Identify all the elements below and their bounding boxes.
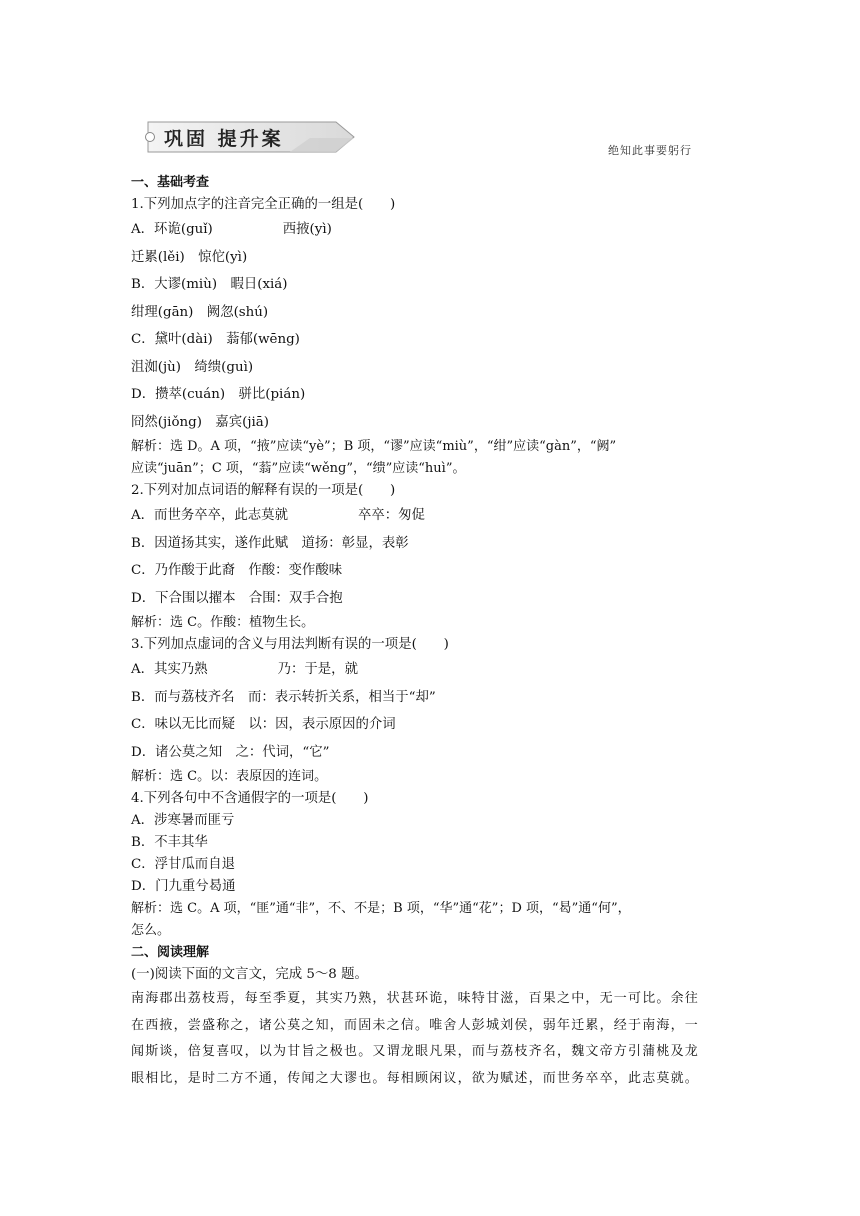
option-line bbox=[131, 711, 731, 739]
passage-line-text: 南海郡出荔枝焉，每至季夏，其实乃熟，状甚环诡，味特甘滋，百果之中，无一可比。余往 bbox=[131, 991, 700, 1006]
answer-analysis-text: 解析：选 C。以：表原因的连词。 bbox=[131, 769, 328, 784]
option-line bbox=[131, 244, 731, 272]
document-body bbox=[131, 172, 731, 1092]
option-line bbox=[131, 299, 731, 327]
option-line bbox=[131, 381, 731, 409]
option-line bbox=[131, 326, 731, 354]
answer-analysis-text: 解析：选 C。作酸：植物生长。 bbox=[131, 615, 315, 630]
banner bbox=[140, 118, 360, 154]
option-line-text: A．环诡(guǐ) bbox=[131, 222, 213, 237]
section-heading-text: 二、阅读理解 bbox=[131, 945, 210, 960]
option-line-note: 卒卒：匆促 bbox=[357, 508, 425, 523]
option-line bbox=[131, 409, 731, 437]
passage-line-text: 眼相比，是时二方不通，传闻之大谬也。每相顾闲议，欲为赋述，而世务卒卒，此志莫就。 bbox=[131, 1070, 700, 1086]
option-line-text: D．攒萃(cuán) 骈比(pián) bbox=[131, 387, 306, 402]
option-line-text: D．诸公莫之知 之：代词，“它” bbox=[131, 744, 330, 760]
option-line-text: D．下合围以擢本 合围：双手合抱 bbox=[131, 590, 343, 606]
option-line-text: A．而世务卒卒，此志莫就 bbox=[131, 508, 288, 523]
option-line-text: C．味以无比而疑 以：因，表示原因的介词 bbox=[131, 717, 396, 732]
section-heading bbox=[131, 942, 731, 964]
option-line-text: 冏然(jiǒng) 嘉宾(jiā) bbox=[131, 414, 269, 430]
answer-analysis bbox=[131, 436, 731, 458]
answer-analysis bbox=[131, 458, 731, 480]
header-tagline: 绝知此事要躬行 bbox=[608, 144, 692, 157]
option-line-text: B．因道扬其实，遂作此赋 道扬：彰显，表彰 bbox=[131, 535, 409, 551]
passage-line-text: 在西掖，尝盛称之，诸公莫之知，而固未之信。唯舍人彭城刘侯，弱年迁累，经于南海，一 bbox=[131, 1017, 700, 1033]
option-line-text: 迁累(lěi) 惊佗(yì) bbox=[131, 249, 248, 265]
passage-line bbox=[131, 1013, 731, 1040]
option-line bbox=[131, 585, 731, 613]
question-stem-text: 1.下列加点字的注音完全正确的一组是( ) bbox=[131, 197, 396, 212]
option-line-text: B．不丰其华 bbox=[131, 835, 208, 850]
section-heading bbox=[131, 172, 731, 194]
option-line-text: B．大谬(miù) 暇日(xiá) bbox=[131, 277, 288, 292]
passage-line bbox=[131, 1039, 731, 1066]
option-line bbox=[131, 354, 731, 382]
option-line-text: 绀理(gān) 阙忽(shú) bbox=[131, 304, 269, 320]
option-line-note: 西掖(yì) bbox=[282, 222, 332, 237]
option-line-text: A．涉寒暑而匪亏 bbox=[131, 813, 235, 828]
option-line bbox=[131, 502, 731, 530]
answer-analysis bbox=[131, 612, 731, 634]
answer-analysis bbox=[131, 766, 731, 788]
answer-analysis bbox=[131, 920, 731, 942]
question-stem-text: 3.下列加点虚词的含义与用法判断有误的一项是( ) bbox=[131, 637, 449, 652]
question-stem bbox=[131, 964, 731, 986]
option-line bbox=[131, 530, 731, 558]
answer-analysis bbox=[131, 898, 731, 920]
option-line-text: C．黛叶(dài) 蓊郁(wēng) bbox=[131, 332, 300, 347]
option-line bbox=[131, 810, 731, 832]
option-line-text: D．门九重兮曷通 bbox=[131, 879, 236, 894]
option-line-text: 沮洳(jù) 绮缋(guì) bbox=[131, 359, 254, 375]
section-heading-text: 一、基础考查 bbox=[131, 175, 210, 190]
passage-line bbox=[131, 986, 731, 1013]
option-line-text: C．乃作酸于此裔 作酸：变作酸味 bbox=[131, 563, 343, 578]
option-line bbox=[131, 832, 731, 854]
option-line bbox=[131, 876, 731, 898]
option-line-text: B．而与荔枝齐名 而：表示转折关系，相当于“却” bbox=[131, 689, 436, 705]
question-stem-text: 2.下列对加点词语的解释有误的一项是( ) bbox=[131, 483, 396, 498]
question-stem bbox=[131, 480, 731, 502]
answer-analysis-text: 解析：选 D。A 项，“掖”应读“yè”；B 项，“谬”应读“miù”，“绀”应读“gàn”，“阙” bbox=[131, 439, 617, 454]
option-line bbox=[131, 739, 731, 767]
answer-analysis-text: 怎么。 bbox=[131, 923, 171, 938]
question-stem bbox=[131, 788, 731, 810]
question-stem bbox=[131, 194, 731, 216]
answer-analysis-text: 解析：选 C。A 项，“匪”通“非”，不、不是；B 项，“华”通“花”；D 项，“曷”通“何”， bbox=[131, 901, 631, 916]
option-line bbox=[131, 656, 731, 684]
question-stem-text: 4.下列各句中不含通假字的一项是( ) bbox=[131, 791, 369, 806]
passage-line bbox=[131, 1066, 731, 1093]
passage-line-text: 闻斯谈，倍复喜叹，以为甘旨之极也。又谓龙眼凡果，而与荔枝齐名，魏文帝方引蒲桃及龙 bbox=[131, 1044, 700, 1060]
option-line bbox=[131, 271, 731, 299]
option-line bbox=[131, 684, 731, 712]
option-line-text: A．其实乃熟 bbox=[131, 662, 208, 677]
option-line-text: C．浮甘瓜而自退 bbox=[131, 857, 235, 872]
banner-title: 巩固 提升案 bbox=[164, 128, 284, 150]
question-stem-text: (一)阅读下面的文言文，完成 5～8 题。 bbox=[131, 967, 368, 982]
answer-analysis-text: 应读“juān”；C 项，“蓊”应读“wěnɡ”，“缋”应读“huì”。 bbox=[131, 461, 466, 476]
option-line-note: 乃：于是，就 bbox=[277, 662, 358, 677]
question-stem bbox=[131, 634, 731, 656]
option-line bbox=[131, 557, 731, 585]
option-line bbox=[131, 216, 731, 244]
option-line bbox=[131, 854, 731, 876]
